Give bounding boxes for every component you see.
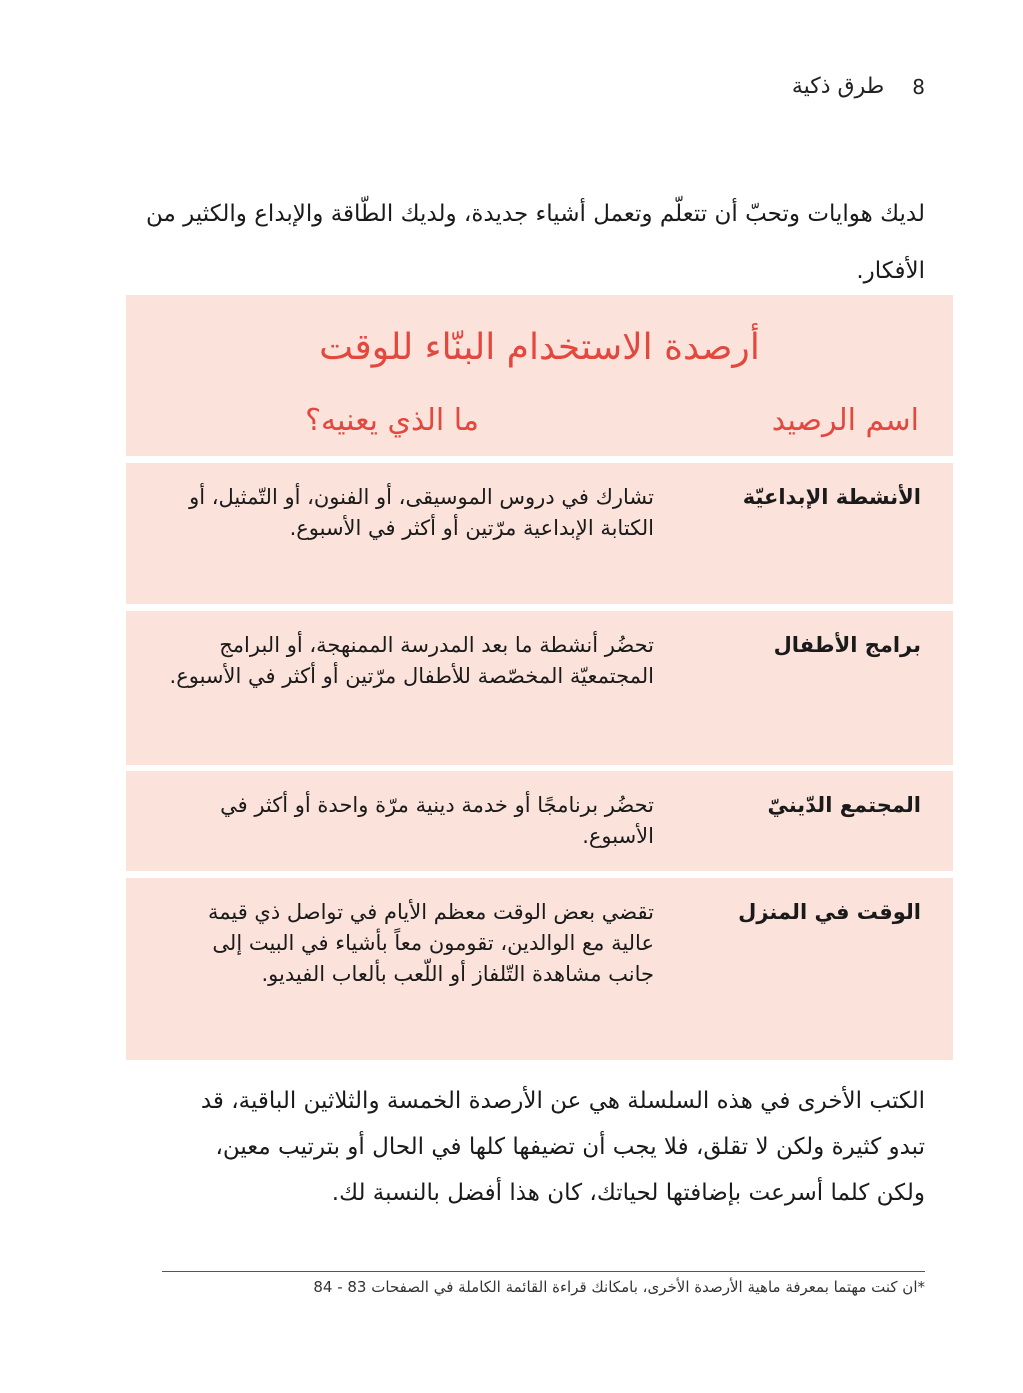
- asset-name: الوقت في المنزل: [738, 900, 921, 924]
- running-title: طرق ذكية: [791, 74, 885, 99]
- page-header: [792, 74, 925, 99]
- footnote-divider: [162, 1271, 925, 1272]
- intro-paragraph: لديك هوايات وتحبّ أن تتعلّم وتعمل أشياء جديدة، ولديك الطّاقة والإبداع والكثير من الأفكار.: [145, 201, 925, 284]
- table-header: [126, 295, 953, 456]
- table-row: [126, 611, 953, 765]
- asset-description: تقضي بعض الوقت معظم الأيام في تواصل ذي قيمة عالية مع الوالدين، تقومون معاً بأشياء في البيت إلى جانب مشاهدة التّلفاز أو اللّعب بألعاب الفيديو.: [207, 900, 654, 986]
- table-title: أرصدة الاستخدام البنّاء للوقت: [319, 327, 760, 368]
- closing-paragraph: الكتب الأخرى في هذه السلسلة هي عن الأرصدة الخمسة والثلاثين الباقية، قد تبدو كثيرة ولكن لا تقلق، فلا يجب أن تضيفها كلها في الحال أو بترتيب معين، ولكن كلما أسرعت بإضافتها لحياتك، كان هذا أفضل بالنسبة لك.: [200, 1088, 925, 1206]
- asset-name: المجتمع الدّينيّ: [767, 793, 921, 817]
- table-row: [126, 878, 953, 1060]
- table-row: [126, 463, 953, 604]
- column-header-name: اسم الرصيد: [771, 403, 919, 438]
- column-header-meaning: ما الذي يعنيه؟: [305, 403, 479, 438]
- asset-name: برامج الأطفال: [773, 633, 921, 657]
- footnote: *ان كنت مهتما بمعرفة ماهية الأرصدة الأخرى، بامكانك قراءة القائمة الكاملة في الصفحات 83 - 84: [313, 1278, 925, 1296]
- asset-description: تشارك في دروس الموسيقى، أو الفنون، أو التّمثيل، أو الكتابة الإبداعية مرّتين أو أكثر في الأسبوع.: [189, 485, 654, 540]
- asset-name: الأنشطة الإبداعيّة: [742, 485, 921, 509]
- assets-table: [126, 295, 953, 1060]
- table-row: [126, 771, 953, 871]
- page-number: 8: [912, 74, 925, 99]
- asset-description: تحضُر أنشطة ما بعد المدرسة الممنهجة، أو البرامج المجتمعيّة المخصّصة للأطفال مرّتين أو أكثر في الأسبوع.: [169, 633, 654, 688]
- asset-description: تحضُر برنامجًا أو خدمة دينية مرّة واحدة أو أكثر في الأسبوع.: [220, 793, 654, 848]
